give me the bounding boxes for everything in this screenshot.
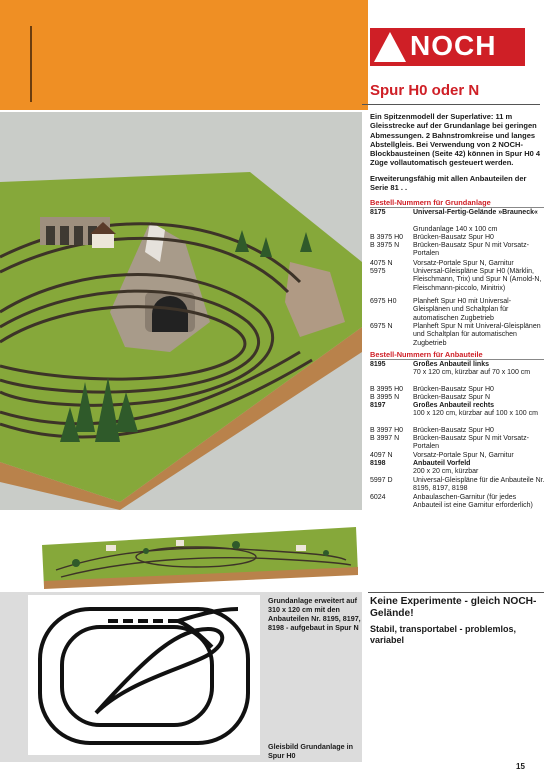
layout-illustration — [0, 112, 362, 510]
header-divider-line — [30, 26, 32, 102]
order-number: 6975 N — [370, 323, 393, 330]
extended-layout-photo — [36, 515, 362, 589]
order-text: Brücken-Bausatz Spur N mit Vorsatz-Portalen — [413, 435, 529, 451]
order-number: 4075 N — [370, 260, 393, 267]
order-text: Planheft Spur H0 mit Universal-Gleisplänen und Schaltplan für automatischen Zugbetrieb — [413, 298, 512, 322]
order-text: Brücken-Bausatz Spur N — [413, 394, 491, 401]
anbauteile-rule — [370, 359, 544, 360]
order-text: 100 x 120 cm, kürzbar auf 100 x 100 cm — [413, 410, 538, 417]
grundanlage-rule — [370, 207, 544, 208]
order-number: 4097 N — [370, 452, 393, 459]
anbauteile-heading: Bestell-Nummern für Anbauteile — [370, 350, 483, 359]
orange-header-band — [0, 0, 368, 110]
order-text: Großes Anbauteil links — [413, 361, 489, 368]
order-text: Planheft Spur N mit Univeral-Gleisplänen und Schaltplan für automatischen Zugbetrieb — [413, 323, 541, 347]
slogan-headline: Keine Experimente - gleich NOCH-Gelände! — [370, 596, 537, 619]
order-text: Vorsatz-Portale Spur N, Garnitur — [413, 260, 514, 267]
slogan-subline: Stabil, transportabel - problemlos, variabel — [370, 624, 517, 645]
order-text: Universal-Gleispläne für die Anbauteile Nr. 8195, 8197, 8198 — [413, 477, 545, 493]
order-number: 8198 — [370, 460, 386, 467]
order-text: Anbaulaschen-Garnitur (für jedes Anbauteil ist eine Garnitur erforderlich) — [413, 494, 533, 510]
noch-logo — [370, 28, 525, 66]
track-plan-diagram — [28, 595, 260, 755]
order-number: 8195 — [370, 361, 386, 368]
order-text: Universal-Gleispläne Spur H0 (Märklin, Fleischmann, Trix) und Spur N (Arnold-N, Fleischmann-piccolo, Minitrix) — [413, 268, 542, 292]
order-number: 6024 — [370, 494, 386, 501]
order-text: Brücken-Bausatz Spur N mit Vorsatz-Portalen — [413, 242, 529, 258]
logo-triangle-icon — [374, 32, 406, 62]
order-number: B 3997 N — [370, 435, 400, 442]
order-number: 8197 — [370, 402, 386, 409]
intro-text: Ein Spitzenmodell der Superlative: 11 m Gleisstrecke auf der Grundanlage bei geringen Abmessungen. 2 Bahnstromkreise und langes Abstellgleis. Bei Verwendung von 2 NOCH-Blockbausteinen (Seite 42) können in Spur H0 4 Züge vollautomatisch gesteuert werden. — [370, 112, 541, 168]
order-number: B 3995 N — [370, 394, 400, 401]
logo-wordmark: NOCH — [410, 30, 497, 61]
order-number: B 3975 H0 — [370, 234, 404, 241]
title-rule — [362, 104, 540, 105]
caption-track-plan: Gleisbild Grundanlage in Spur H0 — [268, 742, 354, 760]
page-number: 15 — [516, 762, 525, 771]
order-text: 200 x 20 cm, kürzbar — [413, 468, 479, 475]
order-text: Brücken-Bausatz Spur H0 — [413, 234, 494, 241]
order-number: B 3975 N — [370, 242, 400, 249]
order-text: Großes Anbauteil rechts — [413, 402, 495, 409]
grundanlage-heading: Bestell-Nummern für Grundanlage — [370, 198, 491, 207]
order-number: 5997 D — [370, 477, 393, 484]
order-text: Universal-Fertig-Gelände »Brauneck« — [413, 209, 538, 216]
order-text: Grundanlage 140 x 100 cm — [413, 226, 498, 233]
order-text: Vorsatz-Portale Spur N, Garnitur — [413, 452, 514, 459]
order-text: Anbauteil Vorfeld — [413, 460, 471, 467]
order-text: Brücken-Bausatz Spur H0 — [413, 386, 494, 393]
order-number: B 3997 H0 — [370, 427, 404, 434]
layout-photo — [0, 112, 362, 510]
page-title: Spur H0 oder N — [370, 82, 480, 99]
order-text: 70 x 120 cm, kürzbar auf 70 x 100 cm — [413, 369, 531, 376]
slogan-rule — [368, 592, 544, 593]
order-number: 6975 H0 — [370, 298, 397, 305]
track-plan-box — [28, 595, 260, 755]
caption-extended-layout: Grundanlage erweitert auf 310 x 120 cm mit den Anbauteilen Nr. 8195, 8197, 8198 - aufgebaut in Spur N — [268, 596, 361, 632]
order-number: B 3995 H0 — [370, 386, 404, 393]
order-text: Brücken-Bausatz Spur H0 — [413, 427, 494, 434]
order-number: 5975 — [370, 268, 386, 275]
expand-note: Erweiterungsfähig mit allen Anbauteilen der Serie 81 . . — [370, 174, 527, 193]
extended-layout-illustration — [36, 515, 362, 589]
order-number: 8175 — [370, 209, 386, 216]
